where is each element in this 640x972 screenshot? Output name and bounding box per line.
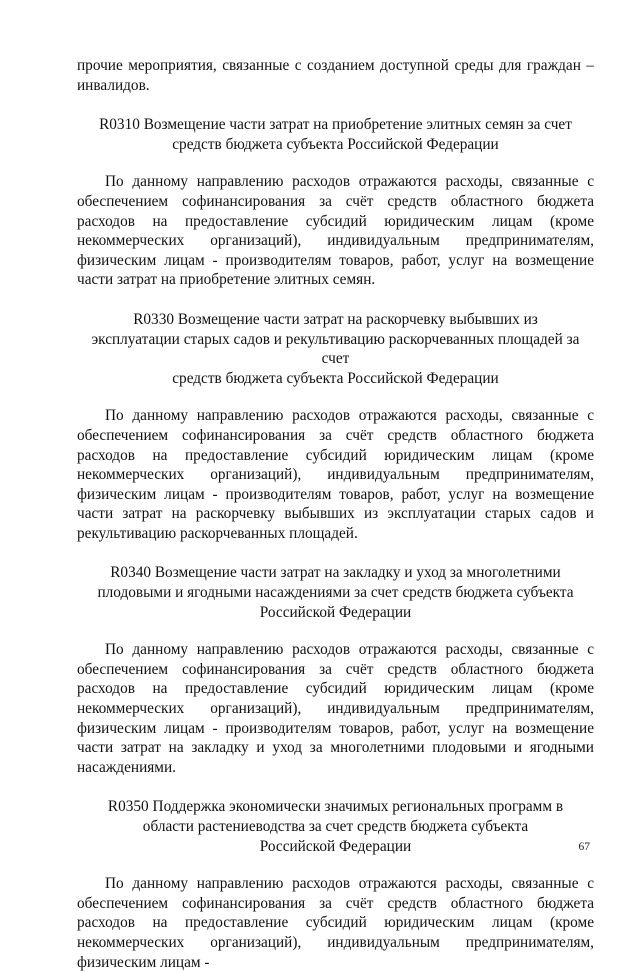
heading-line: R0330 Возмещение части затрат на раскорчевку выбывших из	[133, 310, 538, 328]
heading-line: Российской Федерации	[259, 837, 412, 855]
section-paragraph: По данному направлению расходов отражаются расходы, связанные с обеспечением софинансирования за счёт средств областного бюджета расходов на предоставление субсидий юридическим лицам (кроме некоммерческих организаций), индивидуальным предпринимателям, физическим лицам - производителям товаров, работ, услуг на возмещение части затрат на приобретение элитных семян.	[77, 173, 594, 289]
section-r0310	[77, 115, 594, 290]
document-body	[77, 56, 594, 972]
section-paragraph: По данному направлению расходов отражаются расходы, связанные с обеспечением софинансирования за счёт средств областного бюджета расходов на предоставление субсидий юридическим лицам (кроме некоммерческих организаций), индивидуальным предпринимателям, физическим лицам - производителям товаров, работ, услуг на возмещение части затрат на закладку и уход за многолетними плодовыми и ягодными насаждениями.	[77, 641, 594, 776]
heading-line: R0350 Поддержка экономически значимых региональных программ в	[107, 798, 564, 816]
heading-line: области растениеводства за счет средств бюджета субъекта	[142, 818, 529, 835]
page-number: 67	[578, 841, 590, 853]
heading-line: эксплуатации старых садов и рекультивацию раскорчеванных площадей за счет	[91, 330, 580, 368]
heading-line: средств бюджета субъекта Российской Федерации	[172, 369, 499, 387]
section-paragraph: По данному направлению расходов отражаются расходы, связанные с обеспечением софинансирования за счёт средств областного бюджета расходов на предоставление субсидий юридическим лицам (кроме некоммерческих организаций), индивидуальным предпринимателям, физическим лицам -	[77, 875, 594, 971]
section-r0330	[77, 310, 594, 544]
section-heading	[77, 115, 594, 154]
section-r0350	[77, 797, 594, 972]
section-paragraph: По данному направлению расходов отражаются расходы, связанные с обеспечением софинансирования за счёт средств областного бюджета расходов на предоставление субсидий юридическим лицам (кроме некоммерческих организаций), индивидуальным предпринимателям, физическим лицам - производителям товаров, работ, услуг на возмещение части затрат на раскорчевку выбывших из эксплуатации старых садов и рекультивацию раскорчеванных площадей.	[77, 407, 594, 542]
heading-line: плодовыми и ягодными насаждениями за счет средств бюджета субъекта	[97, 584, 574, 602]
heading-line: средств бюджета субъекта Российской Федерации	[172, 135, 499, 153]
heading-line: R0340 Возмещение части затрат на закладку и уход за многолетними	[110, 564, 561, 582]
intro-paragraph: прочие мероприятия, связанные с созданием доступной среды для граждан – инвалидов.	[77, 57, 594, 94]
section-r0340	[77, 563, 594, 777]
heading-line: Российской Федерации	[259, 603, 412, 621]
section-heading	[77, 563, 594, 622]
heading-line: R0310 Возмещение части затрат на приобретение элитных семян за счет	[99, 116, 572, 134]
section-heading	[77, 797, 594, 856]
section-heading	[77, 310, 594, 388]
